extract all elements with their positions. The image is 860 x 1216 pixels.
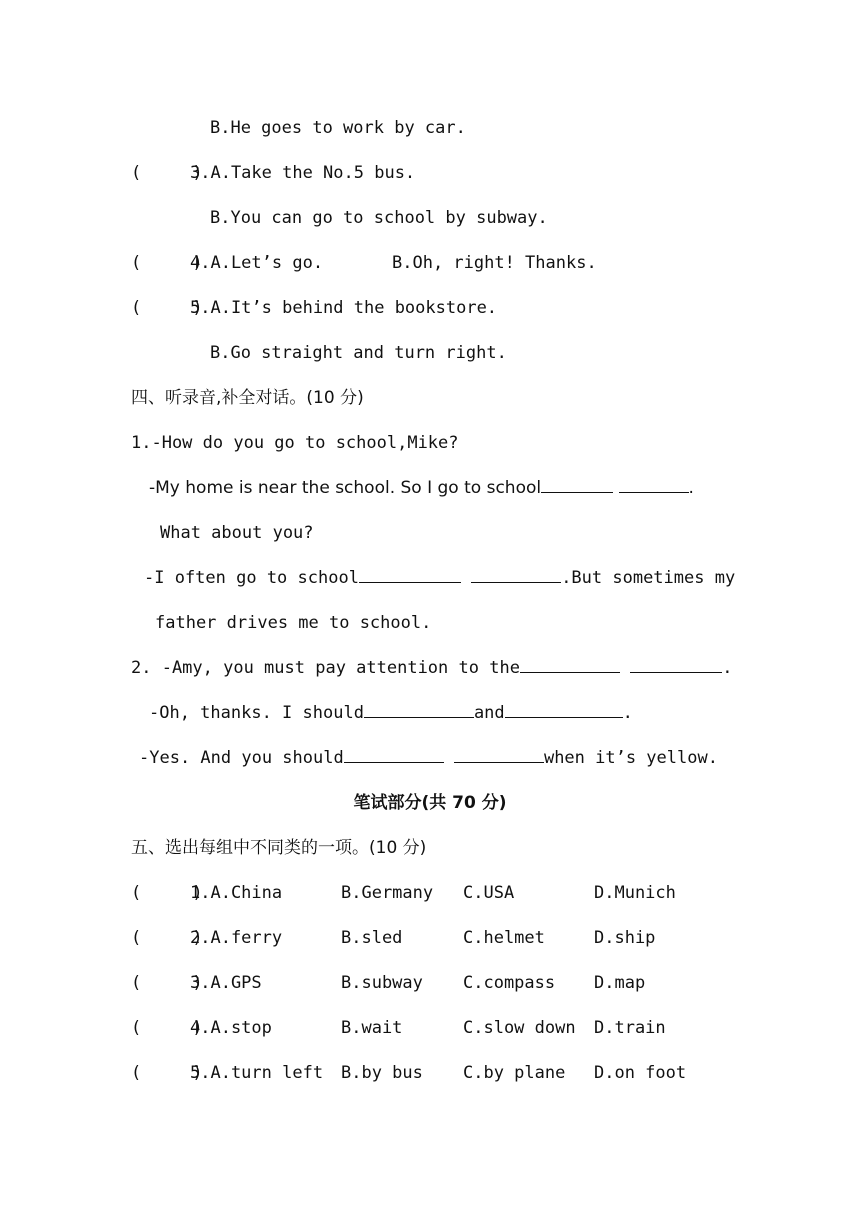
s5-q1-option-d: D.Munich — [594, 883, 676, 903]
blank-8[interactable] — [505, 701, 623, 718]
dialog2-line2-end: . — [622, 703, 633, 723]
blank-7[interactable] — [364, 701, 474, 718]
q4-option-b: B.Oh, right! Thanks. — [392, 253, 597, 273]
s5-q2-option-a: 2.A.ferry — [190, 928, 283, 948]
s5-q2-option-d: D.ship — [594, 928, 656, 948]
dialog2-line2-text: -Oh, thanks. I should — [149, 703, 364, 723]
dialog1-line4 — [144, 566, 735, 590]
s5-q1-paren[interactable]: ( ) — [131, 883, 203, 903]
dialog2-line3-text: -Yes. And you should — [139, 748, 344, 768]
dialog1-line4-text: -I often go to school — [144, 568, 359, 588]
s5-q3-option-b: B.subway — [341, 973, 423, 993]
s5-q4-paren[interactable]: ( ) — [131, 1018, 203, 1038]
q3-option-a: 3.A.Take the No.5 bus. — [190, 163, 416, 183]
s5-q2-option-b: B.sled — [341, 928, 403, 948]
q2-option-b: B.He goes to work by car. — [210, 118, 466, 138]
s5-q1-option-b: B.Germany — [341, 883, 434, 903]
s5-q3-option-c: C.compass — [463, 973, 556, 993]
dialog2-line1-end: . — [722, 658, 733, 678]
written-part-title: 笔试部分(共 70 分) — [353, 793, 507, 813]
q4-option-a: 4.A.Let’s go. — [190, 253, 324, 273]
q5-answer-paren[interactable]: ( ) — [131, 298, 203, 318]
dialog2-line2 — [149, 701, 633, 725]
s5-q2-option-c: C.helmet — [463, 928, 545, 948]
s5-q4-option-c: C.slow down — [463, 1018, 576, 1038]
section5-heading: 五、选出每组中不同类的一项。(10 分) — [131, 838, 427, 858]
s5-q4-option-a: 4.A.stop — [190, 1018, 272, 1038]
dialog1-line2-text: -My home is near the school. So I go to school — [149, 478, 542, 498]
s5-q4-option-b: B.wait — [341, 1018, 403, 1038]
blank-3[interactable] — [359, 566, 461, 583]
q3-option-b: B.You can go to school by subway. — [210, 208, 548, 228]
blank-6[interactable] — [630, 656, 722, 673]
dialog2-line1 — [131, 656, 732, 680]
dialog2-line1-text: 2. -Amy, you must pay attention to the — [131, 658, 520, 678]
s5-q3-option-a: 3.A.GPS — [190, 973, 262, 993]
blank-1[interactable] — [541, 476, 613, 493]
blank-9[interactable] — [344, 746, 444, 763]
blank-10[interactable] — [454, 746, 544, 763]
dialog1-line3: What about you? — [160, 523, 314, 543]
s5-q5-option-c: C.by plane — [463, 1063, 566, 1083]
q3-answer-paren[interactable]: ( ) — [131, 163, 203, 183]
dialog2-line3-end: when it’s yellow. — [543, 748, 718, 768]
q5-option-a: 5.A.It’s behind the bookstore. — [190, 298, 498, 318]
dialog1-line5: father drives me to school. — [155, 613, 432, 633]
dialog1-line2-end: . — [688, 478, 694, 498]
dialog1-question: 1.-How do you go to school,Mike? — [131, 433, 459, 453]
s5-q3-paren[interactable]: ( ) — [131, 973, 203, 993]
dialog2-line2-mid: and — [473, 703, 505, 723]
blank-2[interactable] — [619, 476, 689, 493]
blank-5[interactable] — [520, 656, 620, 673]
s5-q1-option-a: 1.A.China — [190, 883, 283, 903]
s5-q5-option-a: 5.A.turn left — [190, 1063, 324, 1083]
s5-q5-option-b: B.by bus — [341, 1063, 423, 1083]
section4-heading: 四、听录音,补全对话。(10 分) — [131, 388, 364, 408]
q5-option-b: B.Go straight and turn right. — [210, 343, 507, 363]
s5-q4-option-d: D.train — [594, 1018, 666, 1038]
s5-q5-option-d: D.on foot — [594, 1063, 687, 1083]
dialog1-line4-end: .But sometimes my — [561, 568, 736, 588]
dialog1-line2 — [149, 476, 694, 500]
q4-answer-paren[interactable]: ( ) — [131, 253, 203, 273]
s5-q5-paren[interactable]: ( ) — [131, 1063, 203, 1083]
s5-q2-paren[interactable]: ( ) — [131, 928, 203, 948]
s5-q1-option-c: C.USA — [463, 883, 515, 903]
dialog2-line3 — [139, 746, 718, 770]
s5-q3-option-d: D.map — [594, 973, 646, 993]
blank-4[interactable] — [471, 566, 561, 583]
